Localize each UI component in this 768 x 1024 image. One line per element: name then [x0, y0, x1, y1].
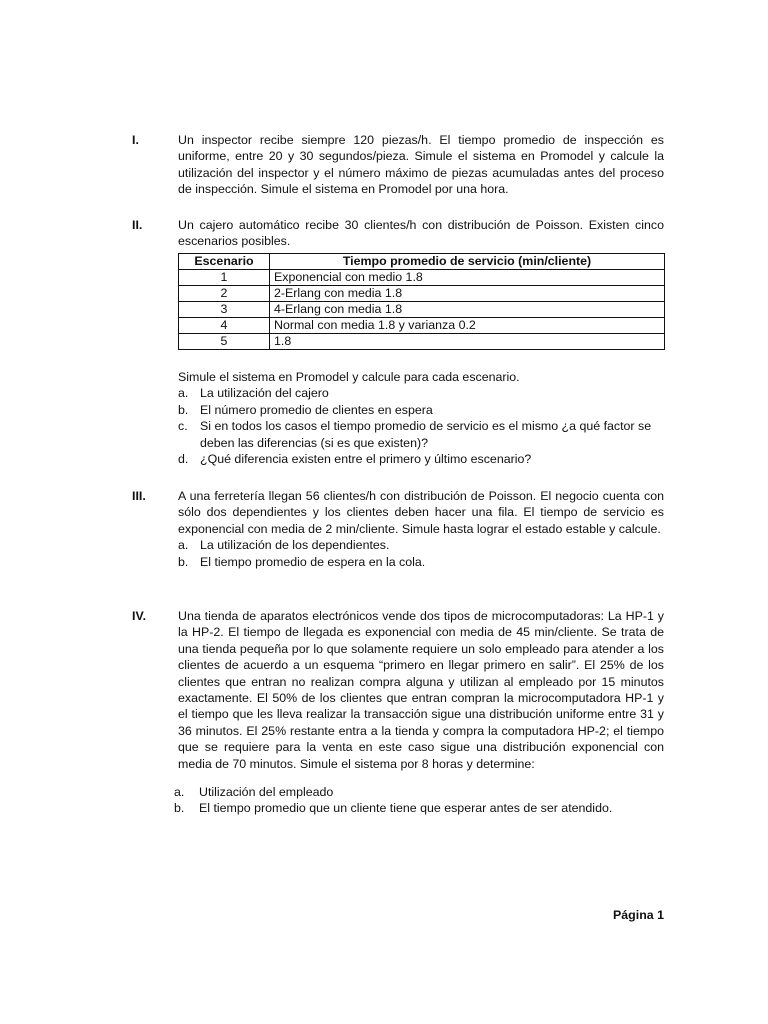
section-2-number: II.: [132, 218, 143, 232]
section-1-content: [178, 132, 664, 198]
section-1-number: I.: [132, 133, 139, 147]
section-3-content: [178, 488, 664, 570]
list-marker: c.: [178, 419, 188, 434]
table-cell-service-time: 4-Erlang con media 1.8: [270, 302, 665, 318]
list-marker: b.: [178, 402, 189, 417]
section-1-text: Un inspector recibe siempre 120 piezas/h. El tiempo promedio de inspección es uniforme, entre 20 y 30 segundos/pieza. Simule el sistema en Promodel y calcule la utilización del inspector y el número máximo de piezas acumuladas antes del proceso de inspección. Simule el sistema en Promodel por una hora.: [178, 133, 664, 197]
list-item: [174, 800, 664, 816]
list-item-text: El número promedio de clientes en espera: [200, 402, 433, 417]
page-number: Página 1: [613, 908, 664, 922]
list-marker: b.: [178, 554, 189, 569]
list-item-text: Utilización del empleado: [199, 785, 334, 799]
table-cell-service-time: 1.8: [270, 334, 665, 350]
table-cell-scenario: 3: [179, 302, 270, 318]
list-item: [178, 554, 664, 570]
table-row: [179, 286, 665, 302]
table-cell-scenario: 4: [179, 318, 270, 334]
table-cell-service-time: 2-Erlang con media 1.8: [270, 286, 665, 302]
list-marker: b.: [174, 801, 185, 816]
list-item-text: La utilización del cajero: [200, 386, 329, 401]
section-2-text: Un cajero automático recibe 30 clientes/h con distribución de Poisson. Existen cinco escenarios posibles.: [178, 218, 664, 249]
table-row: [179, 334, 665, 350]
table-row: [179, 302, 665, 318]
section-3-list: [178, 537, 664, 570]
section-3-number: III.: [132, 489, 146, 503]
list-item-text: ¿Qué diferencia existen entre el primero y último escenario?: [200, 452, 532, 467]
section-3-text: A una ferretería llegan 56 clientes/h con distribución de Poisson. El negocio cuenta con sólo dos dependientes y los clientes deben hacer una fila. El tiempo de servicio es exponencial con media de 2 min/cliente. Simule hasta lograr el estado estable y calcule.: [178, 489, 664, 536]
section-4-content: [178, 608, 664, 772]
table-header-row: [179, 254, 665, 270]
list-item: [178, 418, 664, 451]
list-marker: d.: [178, 452, 189, 467]
section-4-questions: [174, 784, 664, 817]
list-item-text: La utilización de los dependientes.: [200, 538, 390, 553]
table-cell-scenario: 5: [179, 334, 270, 350]
table-cell-scenario: 2: [179, 286, 270, 302]
table-header-service-time: Tiempo promedio de servicio (min/cliente): [270, 254, 665, 270]
list-marker: a.: [178, 538, 189, 553]
list-item: [178, 385, 664, 401]
table-cell-service-time: Exponencial con medio 1.8: [270, 270, 665, 286]
section-2-list: [178, 385, 664, 467]
list-marker: a.: [174, 785, 185, 799]
section-2-content: [178, 217, 664, 467]
section-2-questions: [178, 369, 664, 467]
list-item: [178, 402, 664, 418]
section-4-list: [174, 784, 664, 817]
section-4-text: Una tienda de aparatos electrónicos vende dos tipos de microcomputadoras: La HP-1 y la HP-2. El tiempo de llegada es exponencial con media de 45 min/cliente. Se trata de una tienda pequeña por lo que solamente requiere un solo empleado para atender a los clientes de acuerdo a un esquema “primero en llegar primero en salir”. El 25% de los clientes que entran no realizan compra alguna y utilizan al empleado por 15 minutos exactamente. El 50% de los clientes que entran compran la microcomputadora HP-1 y el tiempo que les lleva realizar la transacción sigue una distribución uniforme entre 31 y 36 minutos. El 25% restante entra a la tienda y compra la computadora HP-2; el tiempo que se requiere para la venta en este caso sigue una distribución exponencial con media de 70 minutos. Simule el sistema por 8 horas y determine:: [178, 609, 664, 771]
list-item: [174, 784, 664, 800]
table-row: [179, 270, 665, 286]
list-item: [178, 537, 664, 553]
table-cell-service-time: Normal con media 1.8 y varianza 0.2: [270, 318, 665, 334]
list-item-text: Si en todos los casos el tiempo promedio de servicio es el mismo ¿a qué factor se deben las diferencias (si es que existen)?: [200, 419, 652, 450]
scenario-table: [178, 253, 665, 350]
list-item-text: El tiempo promedio de espera en la cola.: [200, 554, 426, 569]
list-item: [178, 451, 664, 467]
section-4-number: IV.: [132, 609, 147, 623]
table-cell-scenario: 1: [179, 270, 270, 286]
table-header-scenario: Escenario: [179, 254, 270, 270]
section-2-after-text: Simule el sistema en Promodel y calcule para cada escenario.: [178, 370, 520, 384]
list-item-text: El tiempo promedio que un cliente tiene que esperar antes de ser atendido.: [199, 801, 613, 816]
list-marker: a.: [178, 386, 189, 401]
table-row: [179, 318, 665, 334]
